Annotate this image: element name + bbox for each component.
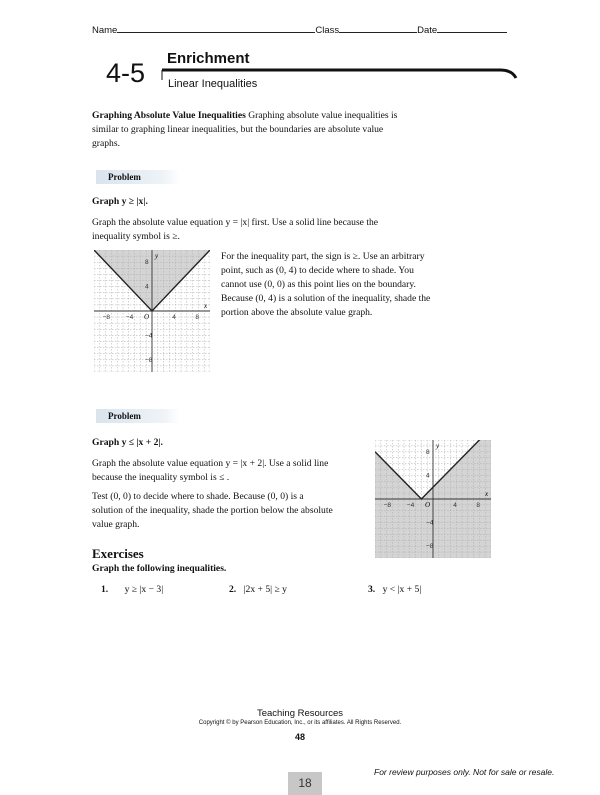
lesson-title: Enrichment [167, 50, 250, 67]
exercise-expression: y < |x + 5| [382, 584, 422, 595]
page-tab: 18 [288, 772, 322, 795]
intro-paragraph [92, 109, 512, 151]
intro-line-2: similar to graphing linear inequalities, but the boundaries are absolute value [92, 124, 384, 135]
x-tick-label: −8 [383, 502, 392, 509]
problem-2-label: Problem [96, 409, 180, 423]
exercise-3 [368, 584, 421, 595]
lesson-number: 4-5 [106, 58, 146, 88]
name-label: Name [92, 25, 118, 36]
y-axis-label: y [155, 252, 159, 260]
problem-2-test-line: value graph. [92, 519, 140, 530]
footer-copyright: Copyright © by Pearson Education, Inc., or its affiliates. All Rights Reserved. [198, 720, 402, 726]
problem-1-step [92, 216, 422, 244]
x-tick-label: 8 [195, 314, 200, 321]
problem-1-label: Problem [96, 170, 180, 184]
origin-label: O [425, 501, 431, 509]
exercise-expression: |2x + 5| ≥ y [243, 584, 287, 595]
problem-1-explain-line: cannot use (0, 0) as this point lies on the boundary. [221, 279, 416, 290]
exercise-number: 3. [368, 584, 376, 595]
class-label: Class [315, 25, 340, 36]
x-tick-label: −4 [125, 314, 134, 321]
exercise-number: 2. [229, 584, 237, 595]
y-tick-label: 4 [426, 472, 430, 480]
y-tick-label: 8 [145, 259, 149, 267]
x-axis-label: x [485, 490, 489, 498]
problem-1-explain-line: For the inequality part, the sign is ≥. Use an arbitrary [221, 251, 425, 262]
graph-y-leq-abs-x-plus-2 [375, 440, 491, 558]
y-tick-label: −4 [426, 519, 434, 527]
problem-2-test-line: Test (0, 0) to decide where to shade. Because (0, 0) is a [92, 491, 304, 502]
exercises-title: Exercises [92, 546, 144, 561]
problem-2-test [92, 490, 372, 532]
date-label: Date [417, 25, 438, 36]
review-note: For review purposes only. Not for sale or resale. [374, 767, 555, 777]
y-tick-label: 4 [145, 283, 149, 291]
exercise-number: 1. [101, 584, 109, 595]
y-tick-label: −4 [145, 332, 153, 340]
problem-2-test-line: solution of the inequality, shade the portion below the absolute [92, 505, 333, 516]
problem-1-explain-line: point, such as (0, 4) to decide where to shade. You [221, 265, 414, 276]
student-info-header [92, 23, 507, 36]
y-tick-label: −8 [426, 543, 434, 551]
class-field[interactable] [339, 23, 417, 33]
problem-1-explain-line: Because (0, 4) is a solution of the inequality, shade the [221, 293, 431, 304]
intro-bold: Graphing Absolute Value Inequalities [92, 110, 246, 121]
x-tick-label: −4 [406, 502, 415, 509]
exercises-instruction: Graph the following inequalities. [92, 563, 227, 574]
problem-1-explanation [221, 250, 471, 320]
origin-label: O [144, 313, 150, 321]
intro-line-3: graphs. [92, 138, 120, 149]
footer-resources: Teaching Resources [256, 708, 344, 719]
lesson-subtitle: Linear Inequalities [168, 78, 258, 90]
footer-page-number: 48 [294, 732, 305, 742]
x-axis-label: x [204, 302, 208, 310]
y-tick-label: −8 [145, 356, 153, 364]
exercise-2 [229, 584, 287, 595]
problem-2-step-line: Graph the absolute value equation y = |x + 2|. Use a solid line [92, 458, 329, 469]
y-tick-label: 8 [426, 448, 430, 456]
exercise-expression: y ≥ |x − 3| [124, 584, 164, 595]
x-tick-label: 4 [172, 314, 176, 321]
problem-1-step-line-1: Graph the absolute value equation y = |x| first. Use a solid line because the [92, 217, 379, 228]
graph-y-geq-abs-x [94, 250, 210, 372]
exercise-1 [101, 584, 163, 595]
x-tick-label: 4 [453, 502, 457, 509]
problem-1-step-line-2: inequality symbol is ≥. [92, 231, 180, 242]
intro-line-1: Graphing absolute value inequalities is [245, 110, 398, 121]
problem-2-step-line: because the inequality symbol is ≤ . [92, 472, 230, 483]
x-tick-label: 8 [476, 502, 481, 509]
problem-1-explain-line: portion above the absolute value graph. [221, 307, 373, 318]
problem-2-heading: Graph y ≤ |x + 2|. [92, 437, 163, 448]
x-tick-label: −8 [102, 314, 111, 321]
name-field[interactable] [117, 23, 315, 33]
problem-1-heading: Graph y ≥ |x|. [92, 196, 148, 207]
date-field[interactable] [437, 23, 507, 33]
problem-2-step [92, 457, 372, 485]
y-axis-label: y [436, 442, 440, 450]
